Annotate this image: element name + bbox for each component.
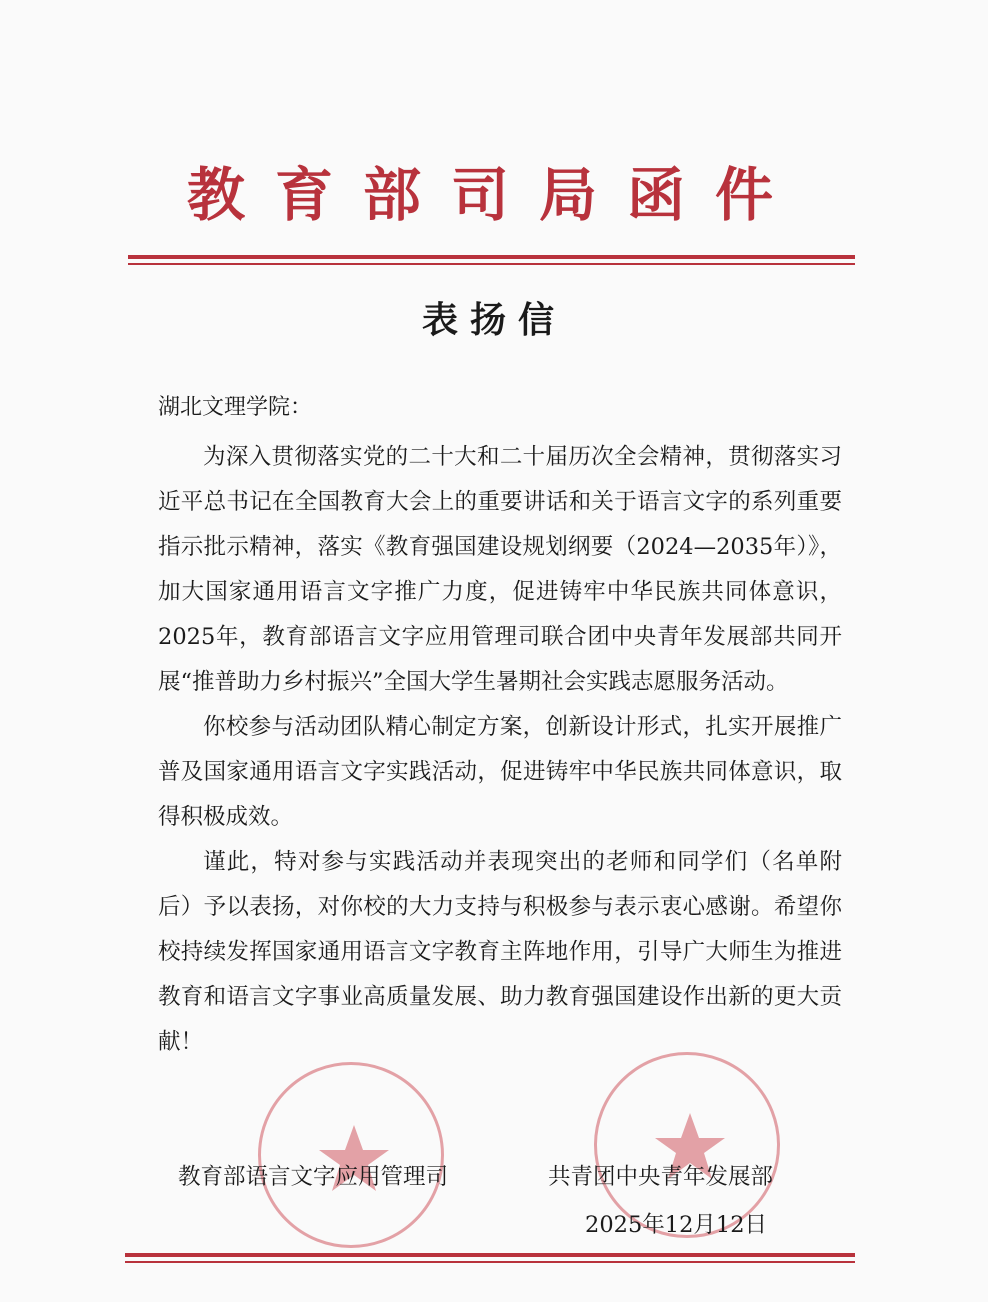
footer-rule-thick bbox=[125, 1253, 855, 1257]
salutation: 湖北文理学院： bbox=[158, 395, 313, 420]
letter-body bbox=[158, 435, 842, 1065]
paragraph-2: 你校参与活动团队精心制定方案，创新设计形式，扎实开展推广普及国家通用语言文字实践活动，促进铸牢中华民族共同体意识，取得积极成效。 bbox=[158, 714, 842, 830]
paragraph-1: 为深入贯彻落实党的二十大和二十届历次全会精神，贯彻落实习近平总书记在全国教育大会上的重要讲话和关于语言文字的系列重要指示批示精神，落实《教育强国建设规划纲要（2024—2035年）》，加大国家通用语言文字推广力度，促进铸牢中华民族共同体意识，2025年，教育部语言文字应用管理司联合团中央青年发展部共同开展“推普助力乡村振兴”全国大学生暑期社会实践志愿服务活动。 bbox=[158, 444, 842, 695]
signature-right: 共青团中央青年发展部 bbox=[548, 1164, 774, 1190]
header-rule-thick bbox=[128, 255, 855, 259]
header-rule-thin bbox=[128, 263, 855, 265]
official-seal-left bbox=[258, 1062, 444, 1248]
letterhead-title: 教育部司局函件 bbox=[186, 161, 803, 229]
letter-title: 表扬信 bbox=[421, 299, 566, 341]
letter-date: 2025年12月12日 bbox=[585, 1212, 768, 1238]
footer-rule-thin bbox=[125, 1261, 855, 1263]
signature-left: 教育部语言文字应用管理司 bbox=[178, 1164, 449, 1190]
paragraph-3: 谨此，特对参与实践活动并表现突出的老师和同学们（名单附后）予以表扬，对你校的大力支持与积极参与表示衷心感谢。希望你校持续发挥国家通用语言文字教育主阵地作用，引导广大师生为推进教育和语言文字事业高质量发展、助力教育强国建设作出新的更大贡献！ bbox=[158, 849, 842, 1055]
